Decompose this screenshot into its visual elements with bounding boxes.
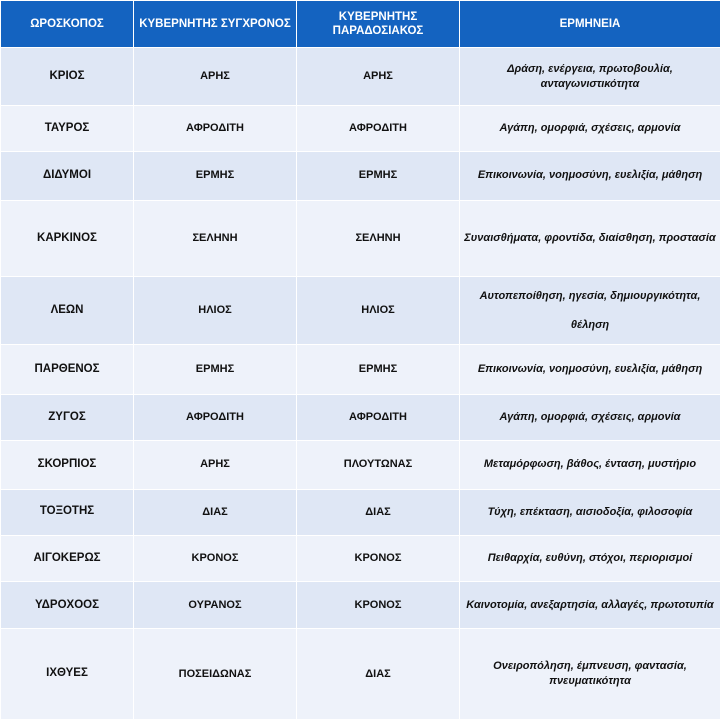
cell-sign: ΤΑΥΡΟΣ: [1, 106, 134, 152]
cell-meaning: Συναισθήματα, φροντίδα, διαίσθηση, προστασία: [460, 200, 720, 276]
cell-sign: ΑΙΓΟΚΕΡΩΣ: [1, 535, 134, 582]
cell-sign: ΙΧΘΥΕΣ: [1, 629, 134, 720]
cell-sign: ΠΑΡΘΕΝΟΣ: [1, 345, 134, 395]
cell-traditional-ruler: ΗΛΙΟΣ: [297, 277, 460, 345]
cell-modern-ruler: ΑΦΡΟΔΙΤΗ: [134, 395, 297, 441]
cell-sign: ΣΚΟΡΠΙΟΣ: [1, 440, 134, 489]
column-header-meaning: ΕΡΜΗΝΕΙΑ: [460, 1, 720, 48]
table-header: [1, 1, 720, 48]
table-header-row: [1, 1, 720, 48]
cell-sign: ΖΥΓΟΣ: [1, 395, 134, 441]
cell-modern-ruler: ΕΡΜΗΣ: [134, 345, 297, 395]
cell-traditional-ruler: ΕΡΜΗΣ: [297, 151, 460, 200]
table-row: [1, 345, 720, 395]
cell-meaning: Επικοινωνία, νοημοσύνη, ευελιξία, μάθηση: [460, 151, 720, 200]
cell-meaning: Δράση, ενέργεια, πρωτοβουλία, ανταγωνιστικότητα: [460, 48, 720, 106]
cell-traditional-ruler: ΔΙΑΣ: [297, 489, 460, 535]
cell-modern-ruler: ΣΕΛΗΝΗ: [134, 200, 297, 276]
cell-modern-ruler: ΔΙΑΣ: [134, 489, 297, 535]
column-header-sign: ΩΡΟΣΚΟΠΟΣ: [1, 1, 134, 48]
cell-meaning: Πειθαρχία, ευθύνη, στόχοι, περιορισμοί: [460, 535, 720, 582]
table-body: [1, 48, 720, 720]
table-row: [1, 629, 720, 720]
column-header-modern-ruler: ΚΥΒΕΡΝΗΤΗΣ ΣΥΓΧΡΟΝΟΣ: [134, 1, 297, 48]
cell-sign: ΔΙΔΥΜΟΙ: [1, 151, 134, 200]
cell-modern-ruler: ΑΦΡΟΔΙΤΗ: [134, 106, 297, 152]
cell-modern-ruler: ΠΟΣΕΙΔΩΝΑΣ: [134, 629, 297, 720]
table-row: [1, 277, 720, 345]
cell-meaning: Αυτοπεποίθηση, ηγεσία, δημιουργικότητα, θέληση: [460, 277, 720, 345]
cell-traditional-ruler: ΔΙΑΣ: [297, 629, 460, 720]
cell-traditional-ruler: ΑΦΡΟΔΙΤΗ: [297, 395, 460, 441]
table-row: [1, 151, 720, 200]
cell-modern-ruler: ΑΡΗΣ: [134, 48, 297, 106]
column-header-traditional-ruler: ΚΥΒΕΡΝΗΤΗΣ ΠΑΡΑΔΟΣΙΑΚΟΣ: [297, 1, 460, 48]
cell-sign: ΚΑΡΚΙΝΟΣ: [1, 200, 134, 276]
cell-sign: ΥΔΡΟΧΟΟΣ: [1, 582, 134, 629]
cell-traditional-ruler: ΚΡΟΝΟΣ: [297, 535, 460, 582]
table-row: [1, 440, 720, 489]
cell-modern-ruler: ΚΡΟΝΟΣ: [134, 535, 297, 582]
cell-meaning: Ονειροπόληση, έμπνευση, φαντασία, πνευματικότητα: [460, 629, 720, 720]
table-row: [1, 106, 720, 152]
cell-meaning: Τύχη, επέκταση, αισιοδοξία, φιλοσοφία: [460, 489, 720, 535]
cell-modern-ruler: ΑΡΗΣ: [134, 440, 297, 489]
cell-meaning: Μεταμόρφωση, βάθος, ένταση, μυστήριο: [460, 440, 720, 489]
table-row: [1, 200, 720, 276]
cell-sign: ΤΟΞΟΤΗΣ: [1, 489, 134, 535]
cell-traditional-ruler: ΣΕΛΗΝΗ: [297, 200, 460, 276]
cell-traditional-ruler: ΑΡΗΣ: [297, 48, 460, 106]
cell-meaning: Αγάπη, ομορφιά, σχέσεις, αρμονία: [460, 106, 720, 152]
table-row: [1, 489, 720, 535]
table-row: [1, 395, 720, 441]
table-row: [1, 48, 720, 106]
cell-traditional-ruler: ΑΦΡΟΔΙΤΗ: [297, 106, 460, 152]
cell-sign: ΚΡΙΟΣ: [1, 48, 134, 106]
cell-meaning: Καινοτομία, ανεξαρτησία, αλλαγές, πρωτοτυπία: [460, 582, 720, 629]
cell-meaning: Επικοινωνία, νοημοσύνη, ευελιξία, μάθηση: [460, 345, 720, 395]
cell-traditional-ruler: ΠΛΟΥΤΩΝΑΣ: [297, 440, 460, 489]
cell-meaning: Αγάπη, ομορφιά, σχέσεις, αρμονία: [460, 395, 720, 441]
cell-modern-ruler: ΕΡΜΗΣ: [134, 151, 297, 200]
table-row: [1, 582, 720, 629]
cell-modern-ruler: ΗΛΙΟΣ: [134, 277, 297, 345]
cell-traditional-ruler: ΚΡΟΝΟΣ: [297, 582, 460, 629]
table-row: [1, 535, 720, 582]
cell-sign: ΛΕΩΝ: [1, 277, 134, 345]
cell-traditional-ruler: ΕΡΜΗΣ: [297, 345, 460, 395]
cell-modern-ruler: ΟΥΡΑΝΟΣ: [134, 582, 297, 629]
